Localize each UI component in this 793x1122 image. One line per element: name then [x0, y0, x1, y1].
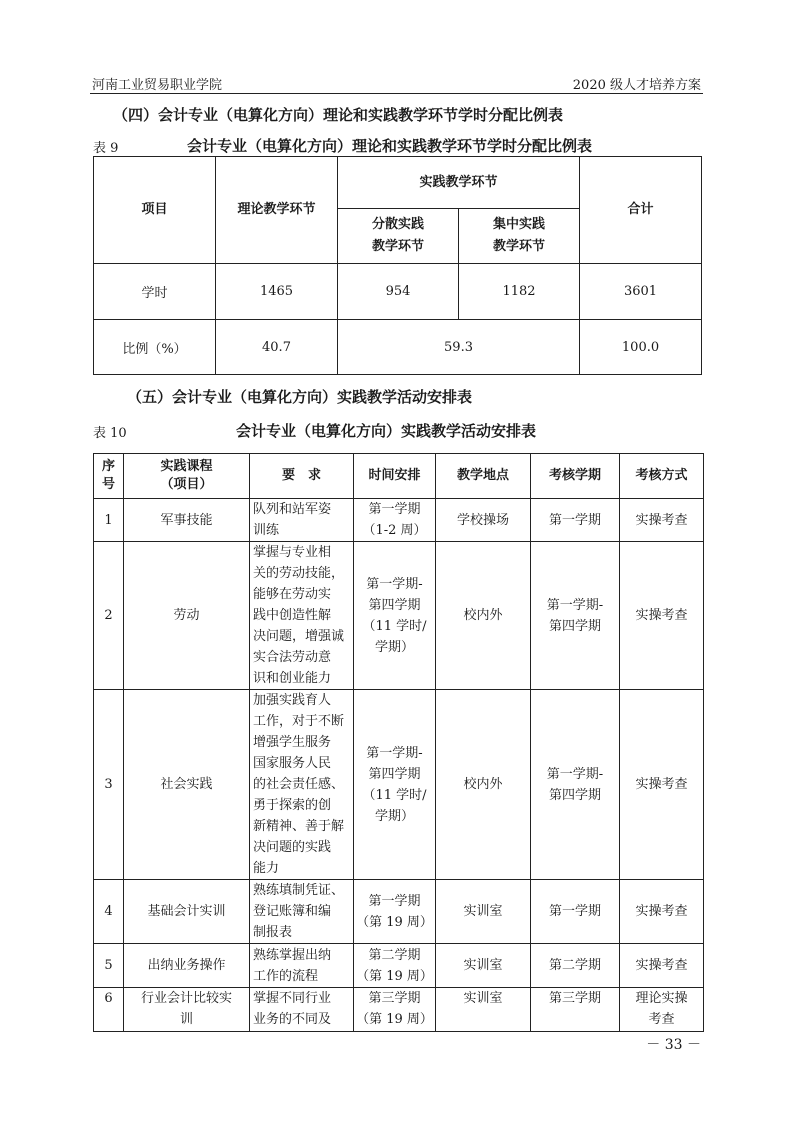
cell-place: 校内外	[436, 690, 531, 880]
page-number: － 33 －	[646, 1037, 701, 1053]
cell-value: 100.0	[580, 320, 702, 375]
table-row	[94, 542, 704, 690]
cell-method: 实操考查	[620, 944, 704, 988]
section5-title: （五）会计专业（电算化方向）实践教学活动安排表	[127, 388, 473, 406]
cell-requirement: 掌握与专业相 关的劳动技能， 能够在劳动实 践中创造性解 决问题，增强诚 实合法劳动意 识和创业能力	[250, 542, 354, 690]
cell-time: 第二学期 （第 19 周）	[354, 944, 436, 988]
cell-method: 实操考查	[620, 499, 704, 542]
cell-place: 实训室	[436, 880, 531, 944]
cell-course: 基础会计实训	[124, 880, 250, 944]
cell-time: 第三学期 （第 19 周）	[354, 988, 436, 1032]
cell-time: 第一学期- 第四学期 （11 学时/ 学期）	[354, 690, 436, 880]
table-10-practice-schedule	[93, 453, 704, 1032]
col-place-header: 教学地点	[436, 454, 531, 499]
cell-course: 社会实践	[124, 690, 250, 880]
table-row	[94, 944, 704, 988]
cell-seq: 4	[94, 880, 124, 944]
header-rule	[90, 93, 703, 94]
cell-term: 第一学期	[531, 499, 620, 542]
cell-time: 第一学期- 第四学期 （11 学时/ 学期）	[354, 542, 436, 690]
cell-course: 出纳业务操作	[124, 944, 250, 988]
col-requirement-header: 要 求	[250, 454, 354, 499]
cell-course: 军事技能	[124, 499, 250, 542]
cell-term: 第二学期	[531, 944, 620, 988]
col-concentrated-header: 集中实践 教学环节	[459, 209, 580, 264]
col-course-header: 实践课程 （项目）	[124, 454, 250, 499]
cell-time: 第一学期 （第 19 周）	[354, 880, 436, 944]
cell-term: 第三学期	[531, 988, 620, 1032]
col-term-header: 考核学期	[531, 454, 620, 499]
cell-seq: 6	[94, 988, 124, 1032]
col-total-header: 合计	[580, 157, 702, 264]
header-school-name: 河南工业贸易职业学院	[92, 78, 223, 93]
cell-requirement: 加强实践育人 工作，对于不断 增强学生服务 国家服务人民 的社会责任感、 勇于探索的创 新精神、善于解 决问题的实践 能力	[250, 690, 354, 880]
col-time-header: 时间安排	[354, 454, 436, 499]
cell-requirement: 熟练填制凭证、 登记账簿和编 制报表	[250, 880, 354, 944]
cell-seq: 3	[94, 690, 124, 880]
cell-term: 第一学期- 第四学期	[531, 542, 620, 690]
cell-place: 校内外	[436, 542, 531, 690]
cell-course: 行业会计比较实 训	[124, 988, 250, 1032]
cell-method: 实操考查	[620, 690, 704, 880]
header-doc-title: 2020 级人才培养方案	[572, 78, 701, 93]
col-seq-header: 序 号	[94, 454, 124, 499]
section4-title: （四）会计专业（电算化方向）理论和实践教学环节学时分配比例表	[113, 106, 564, 124]
table-row	[94, 880, 704, 944]
table10-number: 表 10	[93, 426, 127, 441]
cell-time: 第一学期 （1-2 周）	[354, 499, 436, 542]
cell-value: 3601	[580, 264, 702, 320]
table9-number: 表 9	[93, 141, 119, 156]
cell-value: 59.3	[338, 320, 580, 375]
table-row	[94, 988, 704, 1032]
cell-place: 实训室	[436, 988, 531, 1032]
cell-seq: 5	[94, 944, 124, 988]
table-row	[94, 690, 704, 880]
table-row	[94, 499, 704, 542]
cell-method: 实操考查	[620, 880, 704, 944]
cell-method: 实操考查	[620, 542, 704, 690]
row-label: 学时	[94, 264, 216, 320]
cell-term: 第一学期	[531, 880, 620, 944]
cell-requirement: 熟练掌握出纳 工作的流程	[250, 944, 354, 988]
table9-title: 会计专业（电算化方向）理论和实践教学环节学时分配比例表	[187, 137, 593, 155]
cell-value: 40.7	[216, 320, 338, 375]
row-label: 比例（%）	[94, 320, 216, 375]
col-item-header: 项目	[94, 157, 216, 264]
cell-value: 1465	[216, 264, 338, 320]
cell-place: 学校操场	[436, 499, 531, 542]
cell-method: 理论实操 考查	[620, 988, 704, 1032]
cell-value: 1182	[459, 264, 580, 320]
col-scattered-header: 分散实践 教学环节	[338, 209, 459, 264]
table-row	[94, 320, 702, 375]
cell-term: 第一学期- 第四学期	[531, 690, 620, 880]
cell-requirement: 队列和站军姿 训练	[250, 499, 354, 542]
col-method-header: 考核方式	[620, 454, 704, 499]
cell-place: 实训室	[436, 944, 531, 988]
table-9-hours-ratio	[93, 156, 702, 375]
cell-seq: 2	[94, 542, 124, 690]
table-row	[94, 264, 702, 320]
cell-requirement: 掌握不同行业 业务的不同及	[250, 988, 354, 1032]
cell-value: 954	[338, 264, 459, 320]
cell-course: 劳动	[124, 542, 250, 690]
col-theory-header: 理论教学环节	[216, 157, 338, 264]
table10-title: 会计专业（电算化方向）实践教学活动安排表	[236, 422, 537, 440]
col-practice-header: 实践教学环节	[338, 157, 580, 209]
cell-seq: 1	[94, 499, 124, 542]
